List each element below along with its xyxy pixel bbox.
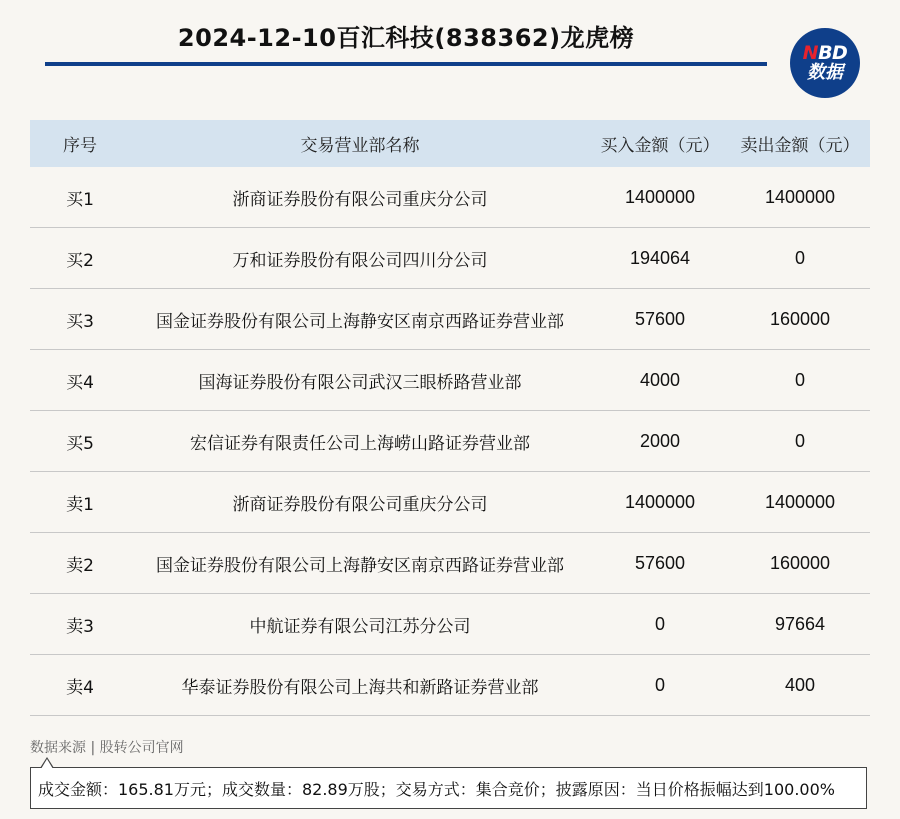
row-branch-name: 浙商证券股份有限公司重庆分公司 (232, 494, 488, 515)
row-seq: 卖3 (66, 616, 94, 637)
page-title: 2024-12-10百汇科技(838362)龙虎榜 (177, 24, 635, 52)
row-buy-amount: 1400000 (624, 186, 696, 207)
row-seq: 买3 (66, 311, 94, 332)
table-row (30, 533, 870, 594)
table-row (30, 594, 870, 655)
column-header-branch: 交易营业部名称 (300, 136, 420, 156)
note-pointer-fill (41, 759, 53, 769)
row-sell-amount: 400 (784, 674, 816, 695)
row-branch-name: 国金证券股份有限公司上海静安区南京西路证券营业部 (156, 555, 564, 576)
row-buy-amount: 57600 (634, 308, 686, 329)
trade-summary-note: 成交金额：165.81万元；成交数量：82.89万股；交易方式：集合竞价；披露原因：当日价格振幅达到100.00% (30, 767, 867, 809)
row-branch-name: 浙商证券股份有限公司重庆分公司 (232, 189, 488, 210)
row-sell-amount: 1400000 (764, 491, 836, 512)
row-buy-amount: 1400000 (624, 491, 696, 512)
table-row (30, 167, 870, 228)
row-seq: 买1 (66, 189, 94, 210)
row-branch-name: 中航证券有限公司江苏分公司 (249, 616, 471, 637)
row-sell-amount: 0 (794, 430, 805, 451)
row-buy-amount: 57600 (634, 552, 686, 573)
logo-top-letters: BD (818, 42, 848, 64)
row-sell-amount: 0 (794, 247, 805, 268)
column-header-buy: 买入金额（元） (600, 136, 720, 156)
column-header-seq: 序号 (63, 136, 97, 156)
row-seq: 卖4 (66, 677, 94, 698)
row-sell-amount: 0 (794, 369, 805, 390)
dragon-tiger-table (30, 120, 870, 716)
title-underline (45, 62, 767, 66)
data-source: 数据来源 | 股转公司官网 (30, 740, 184, 756)
row-branch-name: 国海证券股份有限公司武汉三眼桥路营业部 (198, 372, 522, 393)
logo-top-text (803, 44, 848, 63)
table-row (30, 228, 870, 289)
row-branch-name: 国金证券股份有限公司上海静安区南京西路证券营业部 (156, 311, 564, 332)
column-header-sell: 卖出金额（元） (740, 136, 860, 156)
row-buy-amount: 2000 (639, 430, 681, 451)
row-buy-amount: 194064 (629, 247, 691, 268)
table-body (30, 167, 870, 716)
row-buy-amount: 4000 (639, 369, 681, 390)
table-row (30, 350, 870, 411)
logo-accent-letter: N (802, 42, 819, 64)
row-seq: 买4 (66, 372, 94, 393)
row-sell-amount: 160000 (769, 308, 831, 329)
row-seq: 卖1 (66, 494, 94, 515)
table-row (30, 655, 870, 716)
row-sell-amount: 160000 (769, 552, 831, 573)
header (0, 0, 900, 110)
row-seq: 卖2 (66, 555, 94, 576)
table-header-row (30, 120, 870, 167)
table-row (30, 472, 870, 533)
row-branch-name: 华泰证券股份有限公司上海共和新路证券营业部 (181, 677, 539, 698)
row-buy-amount: 0 (654, 674, 665, 695)
nbd-logo (790, 28, 860, 98)
row-sell-amount: 97664 (774, 613, 826, 634)
row-seq: 买5 (66, 433, 94, 454)
table-row (30, 411, 870, 472)
row-branch-name: 万和证券股份有限公司四川分公司 (232, 250, 488, 271)
row-buy-amount: 0 (654, 613, 665, 634)
logo-bottom-text: 数据 (807, 62, 843, 83)
row-branch-name: 宏信证券有限责任公司上海崂山路证券营业部 (190, 433, 530, 454)
row-seq: 买2 (66, 250, 94, 271)
table-row (30, 289, 870, 350)
row-sell-amount: 1400000 (764, 186, 836, 207)
